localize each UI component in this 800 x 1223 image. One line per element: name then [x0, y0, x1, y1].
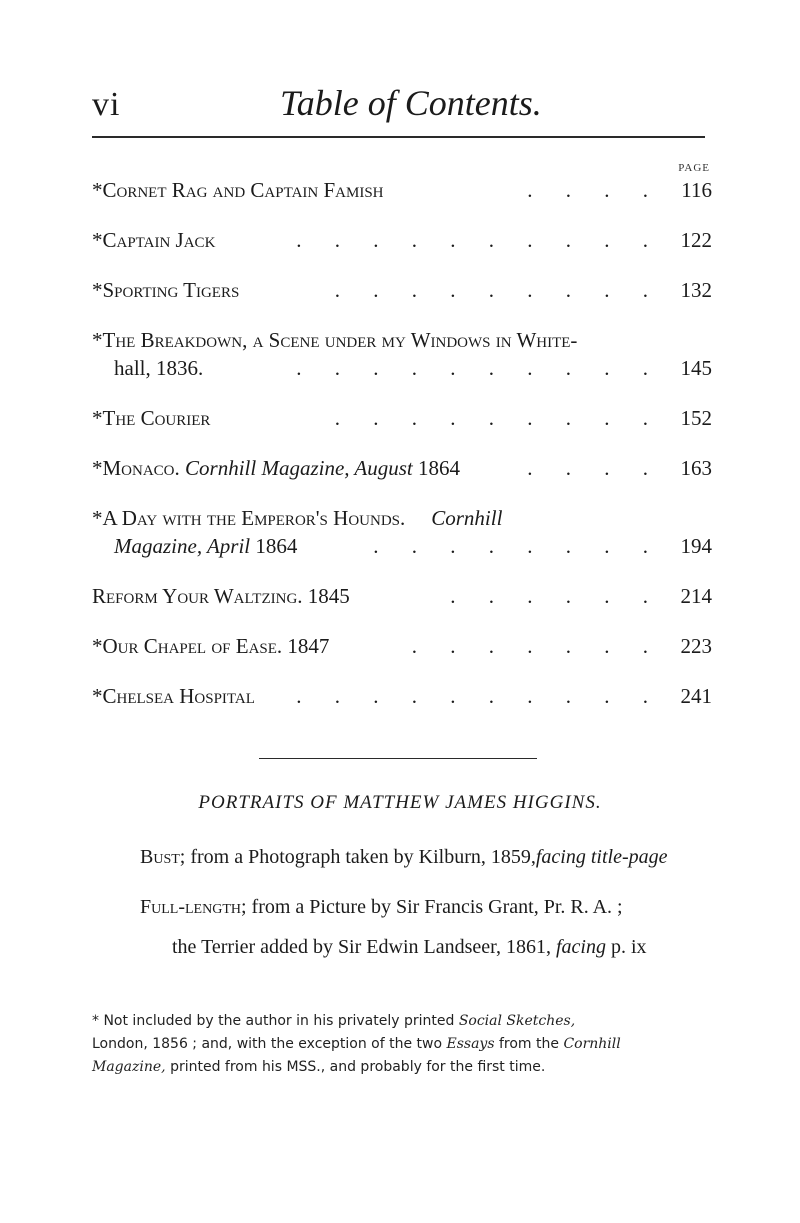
portrait-description: ; from a Photograph taken by Kilburn, 1859,	[179, 846, 536, 868]
dot-leader: . . . .	[527, 456, 662, 480]
dot-leader: . . . . . .	[450, 584, 662, 608]
toc-entry-page: 223	[680, 634, 712, 658]
toc-entry-title: *Monaco.	[92, 456, 180, 480]
toc-entry[interactable]	[92, 276, 712, 304]
toc-entry-page: 163	[680, 456, 712, 480]
dot-leader: . . . .	[527, 178, 662, 202]
toc-entry-page: 116	[681, 178, 712, 202]
portraits-heading: PORTRAITS OF MATTHEW JAMES HIGGINS.	[198, 792, 602, 813]
portrait-page-ref: p. ix	[610, 936, 647, 958]
dot-leader: . . . . . . . . . .	[296, 228, 662, 252]
toc-entry-title: *Cornet Rag and Captain Famish	[92, 178, 384, 202]
portrait-item-full-length-cont	[172, 930, 772, 964]
footnote-title: Essays	[446, 1036, 495, 1052]
toc-entry[interactable]	[92, 454, 712, 482]
portrait-description: ; from a Picture by Sir Francis Grant, Pr. R. A. ;	[240, 896, 623, 918]
dot-leader: . . . . . . . . . .	[296, 356, 662, 380]
toc-entry-page: 152	[680, 406, 712, 430]
footnote-title: Social Sketches,	[458, 1013, 576, 1029]
toc-entry-title: *A Day with the Emperor's Hounds.	[92, 506, 406, 530]
portrait-item-full-length	[140, 890, 740, 924]
toc-entry[interactable]	[92, 504, 712, 560]
toc-entry-source: Cornhill Magazine, August	[185, 456, 413, 480]
section-rule	[259, 758, 537, 759]
toc-entry-title: *Captain Jack	[92, 228, 216, 252]
toc-entry-source: Cornhill	[431, 506, 503, 530]
toc-entry-source-line2: Magazine, April	[114, 534, 251, 558]
header-rule	[92, 136, 705, 138]
toc-entry-page: 241	[680, 684, 712, 708]
running-title: Table of Contents.	[280, 83, 542, 123]
toc-entry-year: 1864	[417, 456, 460, 480]
toc-entry[interactable]	[92, 176, 712, 204]
dot-leader: . . . . . . . . .	[334, 406, 662, 430]
toc-entry-page: 194	[680, 534, 712, 558]
portrait-label: Bust	[140, 846, 180, 868]
toc-entry[interactable]	[92, 404, 712, 432]
toc-entry-title: *Our Chapel of Ease. 1847	[92, 634, 330, 658]
toc-entry-page: 214	[680, 584, 712, 608]
toc-entry-page: 145	[680, 356, 712, 380]
portrait-label: Full-length	[140, 896, 241, 918]
page-column-heading: PAGE	[678, 162, 710, 174]
dot-leader: . . . . . . . . .	[334, 278, 662, 302]
toc-entry[interactable]	[92, 682, 712, 710]
toc-entry-year: 1864	[255, 534, 298, 558]
toc-entry-title: *Chelsea Hospital	[92, 684, 255, 708]
footnote-title: Magazine,	[92, 1059, 166, 1075]
toc-entry-page: 132	[680, 278, 712, 302]
footnote	[92, 1010, 712, 1079]
portrait-placement: facing	[555, 936, 606, 958]
portrait-placement: facing title-page	[535, 846, 668, 868]
toc-entry[interactable]	[92, 226, 712, 254]
footnote-text: * Not included by the author in his privately printed	[92, 1013, 455, 1029]
portrait-description-line2: the Terrier added by Sir Edwin Landseer, 1861,	[172, 936, 551, 958]
toc-entry-title: Reform Your Waltzing. 1845	[92, 584, 350, 608]
page-header	[0, 66, 800, 126]
toc-entry[interactable]	[92, 582, 712, 610]
toc-entry-title: *The Courier	[92, 406, 211, 430]
page-number: vi	[92, 86, 121, 123]
footnote-text: from the	[498, 1036, 559, 1052]
toc-entry-page: 122	[680, 228, 712, 252]
toc-entry-title: *The Breakdown, a Scene under my Windows in White-	[92, 328, 578, 352]
dot-leader: . . . . . . . . . .	[296, 684, 662, 708]
toc-entry-title: *Sporting Tigers	[92, 278, 240, 302]
footnote-text: London, 1856 ; and, with the exception of the two	[92, 1036, 443, 1052]
dot-leader: . . . . . . .	[411, 634, 662, 658]
footnote-text: printed from his MSS., and probably for the first time.	[170, 1059, 546, 1075]
footnote-title: Cornhill	[563, 1036, 621, 1052]
toc-entry[interactable]	[92, 326, 712, 382]
toc-entry-title-line2: hall, 1836.	[114, 356, 204, 380]
portrait-item-bust	[140, 840, 740, 874]
dot-leader: . . . . . . . .	[373, 534, 662, 558]
toc-entry[interactable]	[92, 632, 712, 660]
